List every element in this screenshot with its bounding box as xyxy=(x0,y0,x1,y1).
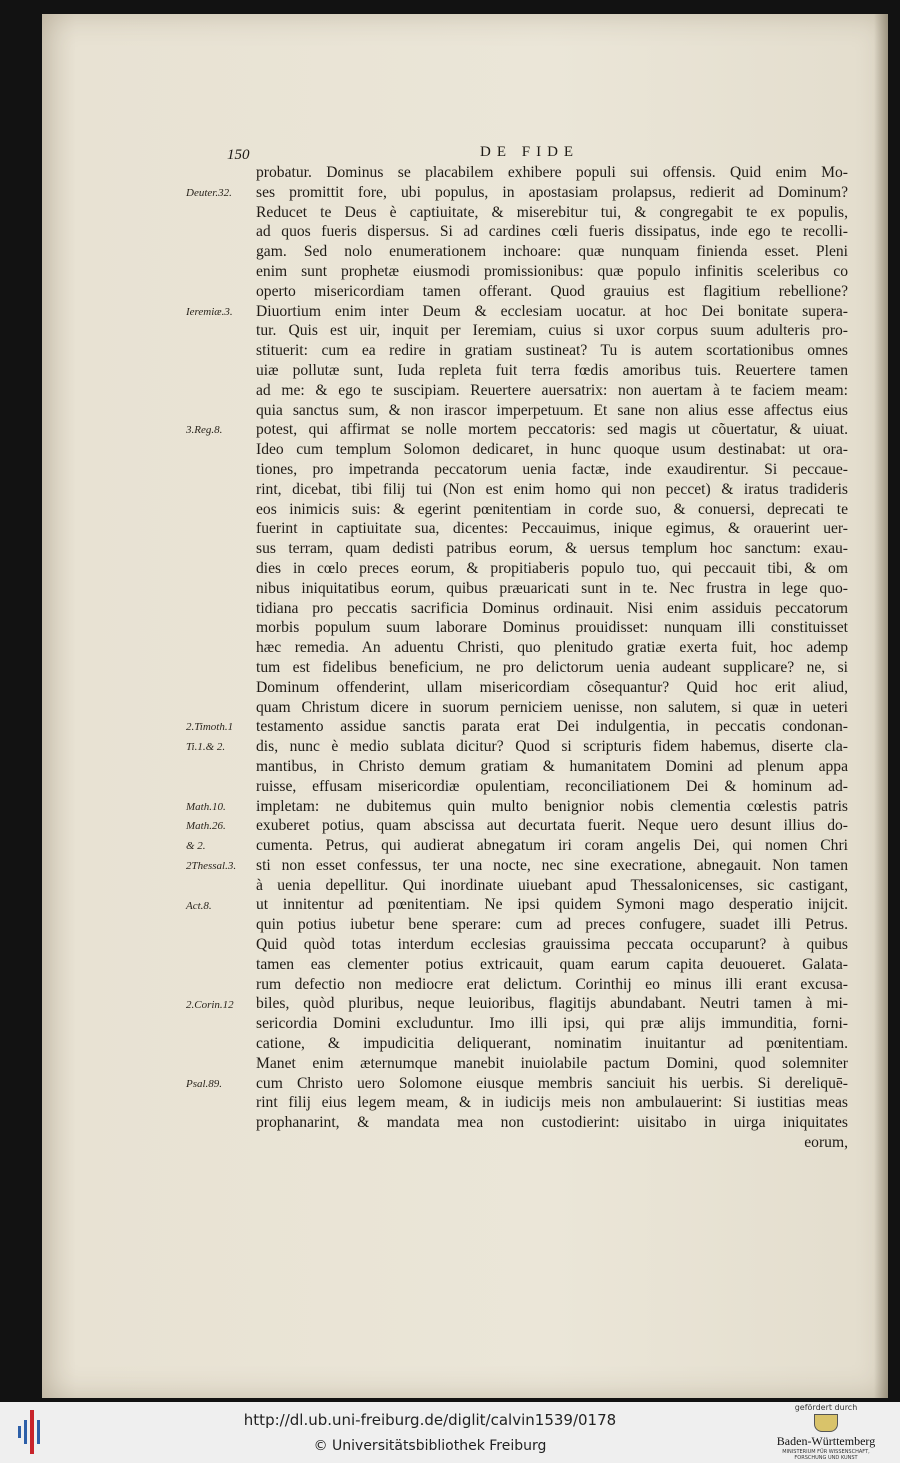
text-line: nibus iniquitatibus eorum, quibus præuaricati sunt in te. Nec frustra in lege quo- xyxy=(256,579,848,597)
text-line: mantibus, in Christo demum gratiam & humanitatem Domini ad plenum appa xyxy=(256,757,848,775)
marginal-note: Psal.89. xyxy=(186,1077,223,1090)
text-line: ruisse, effusam misericordiæ opulentiam, reconciliationem Dei & hominum ad- xyxy=(256,777,848,795)
marginal-note: Math.26. xyxy=(186,820,226,833)
text-line: eorum, xyxy=(804,1134,848,1152)
sponsor-label: gefördert durch xyxy=(794,1403,858,1412)
text-line: cum Christo uero Solomone eiusque membris sanciuit his uerbis. Si dereliquē- xyxy=(256,1074,848,1092)
text-line: impletam: ne dubitemus quin multo benignior nobis clementia cœlestis patris xyxy=(256,797,848,815)
text-line: rint, dicebat, tibi filij tui (Non est enim homo qui non peccet) & iratus tradideris xyxy=(256,480,848,498)
text-line: potest, qui affirmat se nolle mortem peccatoris: sed magis ut cõuertatur, & uiuat. xyxy=(256,421,848,439)
page-number: 150 xyxy=(227,147,250,163)
text-line: eos inimicis suis: & egerint pœnitentiam in corde suo, & conuersi, deprecati te xyxy=(256,500,848,518)
text-line: stituerit: cum ea redire in gratiam sustineat? Tu is autem scortationibus omnes xyxy=(256,342,848,360)
marginal-note: 2Thessal.3. xyxy=(186,860,237,872)
footer-bar xyxy=(0,1402,900,1463)
text-line: ad me: & ego te suscipiam. Reuertere auersatrix: non auertam à te faciem meam: xyxy=(256,381,848,399)
sponsor-ministry: MINISTERIUM FÜR WISSENSCHAFT, FORSCHUNG UND KUNST xyxy=(782,1449,870,1461)
text-line: Ideo cum templum Solomon dedicaret, in hunc quoque usum destinabat: ut ora- xyxy=(256,441,848,459)
text-line: cumenta. Petrus, qui audierat abnegatum iri coram angelis Dei, qui nomen Chri xyxy=(256,837,848,855)
text-line: Quid quòd totas interdum ecclesias grauissima peccata occuparunt? à quibus xyxy=(256,936,848,954)
text-line: quin potius iubetur bene sperare: cum ad preces confugere, suadet illi Petrus. xyxy=(256,916,848,934)
text-line: sus terram, quam dedisti patribus eorum, & uersus templum hoc sanctum: exau- xyxy=(256,540,848,558)
text-line: Diuortium enim inter Deum & ecclesiam uocatur. at hoc Dei bonitate supera- xyxy=(256,302,848,320)
text-line: tum est fidelibus beneficium, ne pro delictorum uenia audeant supplicare? ne, si xyxy=(256,658,848,676)
text-line: hæc remedia. An aduentu Christi, quo plenitudo gratiæ exerta fuit, hoc ademp xyxy=(256,639,848,657)
text-line: tamen eas clementer potius extricauit, quam earum capita deuoueret. Galata- xyxy=(256,955,848,973)
text-line: biles, quòd pluribus, neque leuioribus, flagitijs abundabant. Neutri tamen à mi- xyxy=(256,995,848,1013)
marginal-note: 3.Reg.8. xyxy=(186,424,223,437)
text-line: fuerint in captiuitate sua, dicentes: Peccauimus, inique egimus, & orauerint uer- xyxy=(256,520,848,538)
text-line: rint filij eius legem meam, & in iudicijs meis non ambulauerint: Si iustitias meas xyxy=(256,1094,848,1112)
text-line: exuberet potius, quam abscissa aut decurtata fuerit. Neque uero desunt illius do- xyxy=(256,817,848,835)
marginal-note: Act.8. xyxy=(186,899,212,912)
text-line: testamento assidue sanctis parata erat Dei indulgentia, in peccatis condonan- xyxy=(256,718,848,736)
marginal-note: Ti.1.& 2. xyxy=(186,741,226,754)
running-header: DE FIDE xyxy=(480,144,580,160)
marginal-note: 2.Timoth.1 xyxy=(186,721,234,734)
text-line: ut innitentur ad pœnitentiam. Ne ipsi quidem Symoni mago desperatio inijcit. xyxy=(256,896,848,914)
body-text xyxy=(256,163,848,1153)
text-line: probatur. Dominus se placabilem exhibere populi sui offensis. Quid enim Mo- xyxy=(256,164,848,181)
text-line: gam. Sed nolo enumerationem inchoare: quæ nunquam finienda esset. Pleni xyxy=(256,243,848,261)
marginal-note: Ieremiæ.3. xyxy=(186,305,233,318)
text-line: quam Christum dicere in suorum perniciem uenisse, non salutem, si quæ in ueteri xyxy=(256,698,848,716)
text-line: tidiana pro peccatis sacrificia Dominus ordinauit. Nisi enim assiduis peccatorum xyxy=(256,599,848,617)
text-line: rum defectio non mediocre erat delictum. Corinthij eo minus illi erant excusa- xyxy=(256,975,848,993)
sponsor-block xyxy=(766,1402,886,1463)
text-line: uiæ pollutæ sunt, Iuda repleta fuit terra fœdis amoribus tuis. Reuertere tamen xyxy=(256,361,848,379)
marginal-note: 2.Corin.12 xyxy=(186,998,234,1011)
text-line: ad quos fueris dispersus. Si ad cardines cœli fueris dissipatus, inde ego te recolli- xyxy=(256,223,848,241)
text-line: Manet enim æternumque manebit inuiolabile pactum Domini, quod solemniter xyxy=(256,1054,848,1072)
text-line: enim sunt prophetæ eiusmodi promissionibus: quæ populo infinitis sceleribus co xyxy=(256,262,848,280)
state-crest-icon xyxy=(814,1414,838,1432)
text-line: operto misericordiam tamen offerant. Quod grauius est flagitium rebellione? xyxy=(256,282,848,300)
text-line: quia sanctus sum, & non irascor imperpetuum. Et sane non alius esse affectus eius xyxy=(256,401,848,419)
marginal-note: Deuter.32. xyxy=(186,186,232,199)
text-line: Reducet te Deus è captiuitate, & miserebitur tui, & congregabit te ex populis, xyxy=(256,203,848,221)
text-line: prophanarint, & mandata mea non custodierint: uisitabo in uirga iniquitates xyxy=(256,1114,848,1132)
text-line: tur. Quis est uir, inquit per Ieremiam, cuius si uxor corpus suum adulteris pro- xyxy=(256,322,848,340)
text-line: dis, nunc è medio sublata dicitur? Quod si scripturis fidem habemus, diserte cla- xyxy=(256,738,848,756)
text-line: sti non esset confessus, ter una nocte, nec sine execratione, abnegauit. Non tamen xyxy=(256,856,848,874)
permalink-url[interactable]: http://dl.ub.uni-freiburg.de/diglit/calvin1539/0178 xyxy=(243,1411,617,1429)
text-line: ses promittit fore, ubi populus, in apostasiam prolapsus, redierit ad Dominum? xyxy=(256,183,848,201)
copyright-notice: © Universitätsbibliothek Freiburg xyxy=(313,1438,547,1454)
text-line: à uenia depellitur. Qui inordinate uiuebant apud Thessalonicenses, sic castigant, xyxy=(256,876,848,894)
text-line: morbis populum suum laborare Dominus prouidisset: nunquam illi constituisset xyxy=(256,619,848,637)
text-line: catione, & impudicitia deliquerant, nominatim inuitantur ad pœnitentiam. xyxy=(256,1035,848,1053)
text-line: sericordia Domini excluduntur. Imo illi ipsi, qui præ alijs immunditia, forni- xyxy=(256,1015,848,1033)
text-line: tiones, pro impetranda peccatorum uenia factæ, inde exaudirentur. Si peccaue- xyxy=(256,460,848,478)
marginal-note: & 2. xyxy=(186,840,206,853)
sponsor-name: Baden-Württemberg xyxy=(776,1434,876,1448)
text-line: dies in cœlo preces eorum, & propitiaberis populo tuo, qui peccauit tibi, & om xyxy=(256,559,848,577)
text-line: Dominum offenderint, ullam misericordiam cõsequantur? Quid hoc erit aliud, xyxy=(256,678,848,696)
marginal-note: Math.10. xyxy=(186,800,226,813)
